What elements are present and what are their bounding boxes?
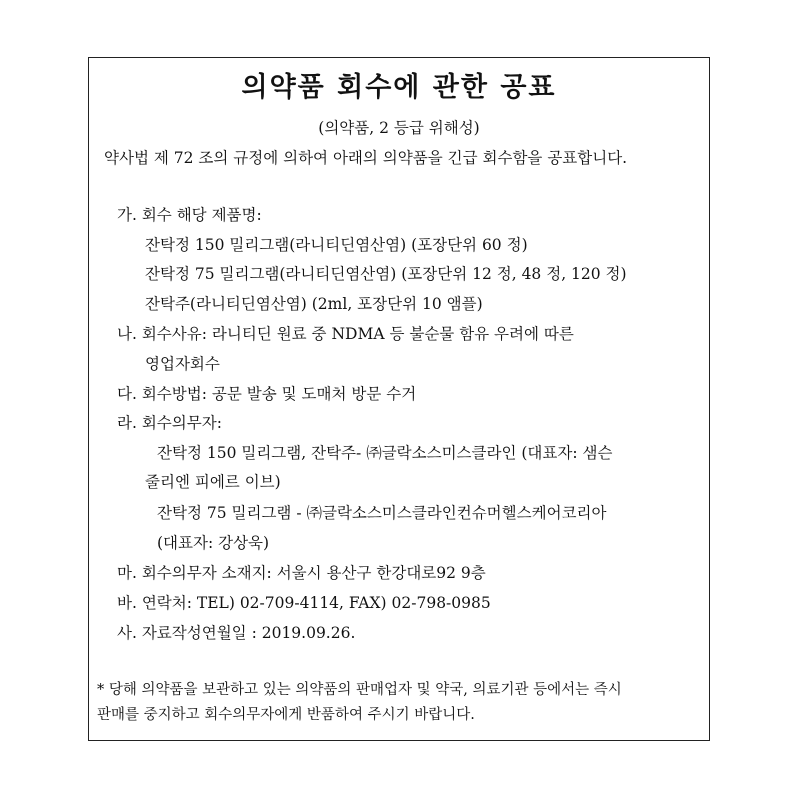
notice-title: 의약품 회수에 관한 공표 xyxy=(241,72,557,103)
notice-subtitle: (의약품, 2 등급 위해성) xyxy=(318,119,480,137)
section-ba-contact: 바. 연락처: TEL) 02-709-4114, FAX) 02-798-0985 xyxy=(117,594,491,612)
section-da-method: 다. 회수방법: 공문 발송 및 도매처 방문 수거 xyxy=(117,385,417,403)
section-ga-heading: 가. 회수 해당 제품명: xyxy=(117,206,262,224)
product-item-1: 잔탁정 150 밀리그램(라니티딘염산염) (포장단위 60 정) xyxy=(145,236,528,254)
section-ra-heading: 라. 회수의무자: xyxy=(117,414,222,432)
product-item-3: 잔탁주(라니티딘염산염) (2ml, 포장단위 10 앰플) xyxy=(145,295,483,313)
section-na-reason-cont: 영업자회수 xyxy=(145,355,220,373)
notice-intro: 약사법 제 72 조의 규정에 의하여 아래의 의약품을 긴급 회수함을 공표합니다. xyxy=(104,149,628,167)
obligor-item-2: 잔탁정 75 밀리그램 - ㈜글락소스미스클라인컨슈머헬스케어코리아 xyxy=(157,504,607,522)
footnote-line-2: 판매를 중지하고 회수의무자에게 반품하여 주시기 바랍니다. xyxy=(97,707,475,723)
obligor-item-2-cont: (대표자: 강상욱) xyxy=(157,534,270,552)
obligor-item-1: 잔탁정 150 밀리그램, 잔탁주- ㈜글락소스미스클라인 (대표자: 샘슨 xyxy=(157,444,613,462)
footnote-line-1: * 당해 의약품을 보관하고 있는 의약품의 판매업자 및 약국, 의료기관 등에서는 즉시 xyxy=(97,682,622,698)
product-item-2: 잔탁정 75 밀리그램(라니티딘염산염) (포장단위 12 정, 48 정, 120 정) xyxy=(145,265,627,283)
obligor-item-1-cont: 줄리엔 피에르 이브) xyxy=(145,473,281,491)
section-na-reason: 나. 회수사유: 라니티딘 원료 중 NDMA 등 불순물 함유 우려에 따른 xyxy=(117,325,574,343)
section-ma-address: 마. 회수의무자 소재지: 서울시 용산구 한강대로92 9층 xyxy=(117,564,486,582)
section-sa-date: 사. 자료작성연월일 : 2019.09.26. xyxy=(117,624,356,642)
recall-notice-box xyxy=(88,57,710,741)
